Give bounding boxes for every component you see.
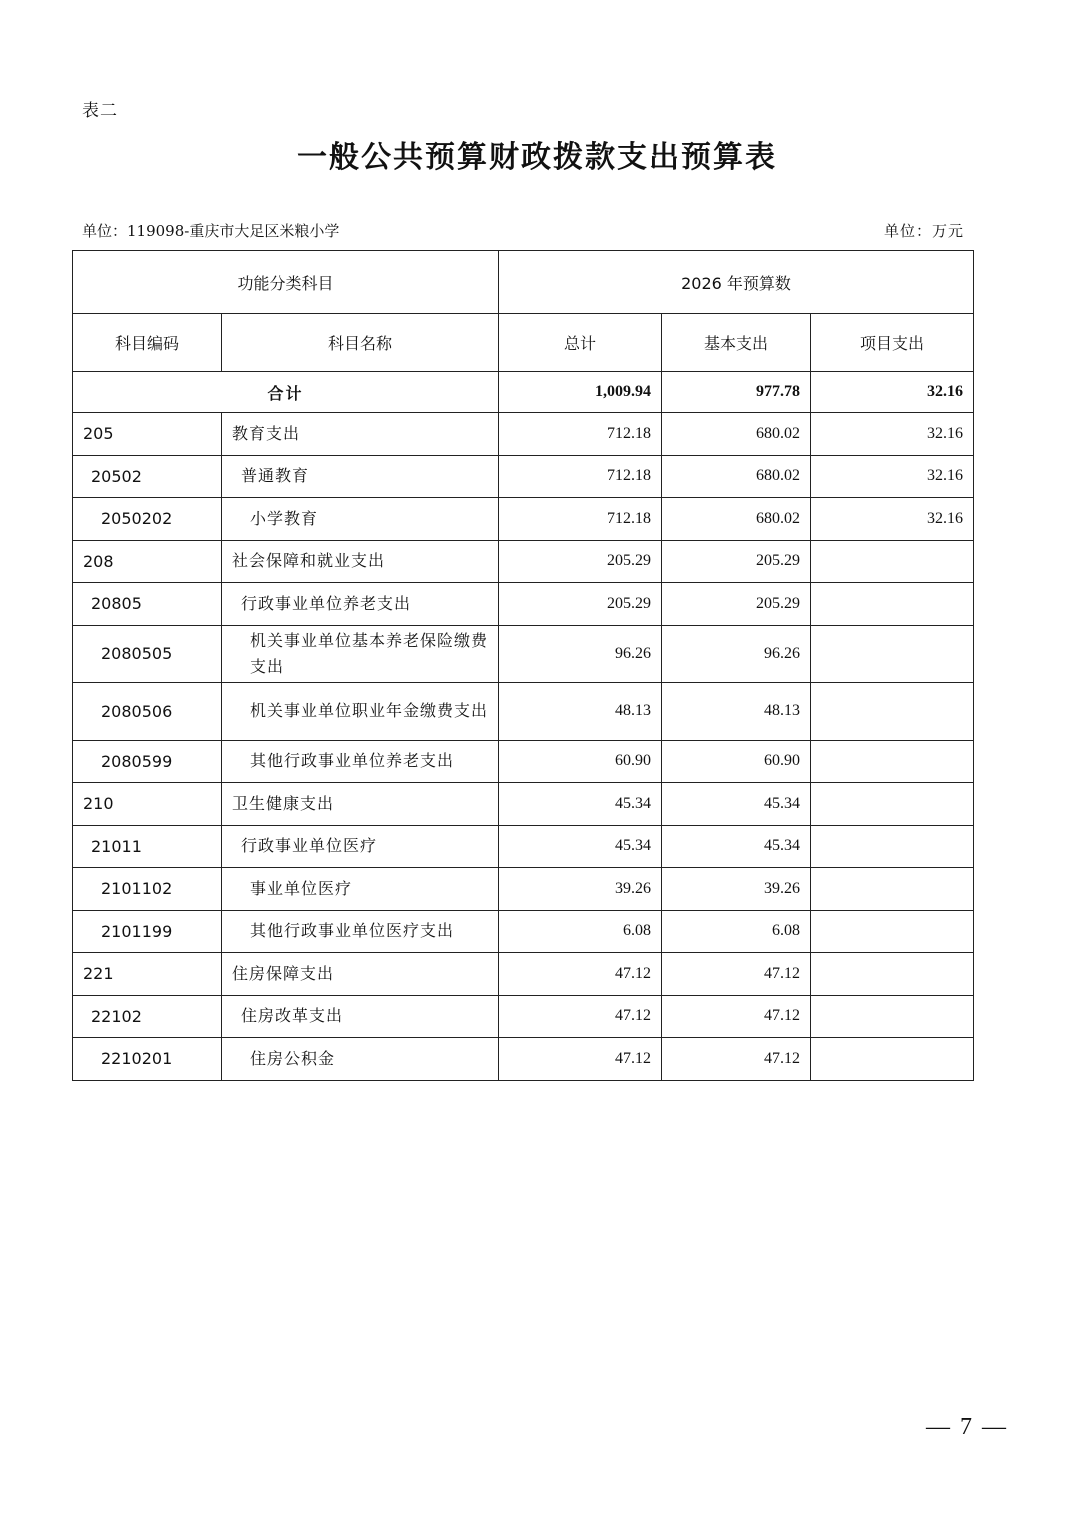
table-row	[73, 583, 974, 626]
cell-code: 21011	[73, 825, 222, 868]
cell-project	[811, 995, 974, 1038]
total-basic: 977.78	[662, 372, 811, 413]
cell-basic: 680.02	[662, 455, 811, 498]
cell-code: 221	[73, 953, 222, 996]
cell-code: 2101199	[73, 910, 222, 953]
table-row	[73, 868, 974, 911]
cell-code: 205	[73, 413, 222, 456]
cell-name: 机关事业单位基本养老保险缴费支出	[222, 625, 499, 683]
total-sum: 1,009.94	[499, 372, 662, 413]
page-title: 一般公共预算财政拨款支出预算表	[297, 140, 777, 175]
header-total: 总计	[499, 314, 662, 372]
cell-basic: 205.29	[662, 540, 811, 583]
cell-project: 32.16	[811, 498, 974, 541]
header-function-category: 功能分类科目	[73, 251, 499, 314]
table-row	[73, 783, 974, 826]
table-row	[73, 683, 974, 741]
cell-name: 机关事业单位职业年金缴费支出	[222, 683, 499, 741]
cell-basic: 47.12	[662, 995, 811, 1038]
cell-name: 其他行政事业单位医疗支出	[222, 910, 499, 953]
cell-basic: 680.02	[662, 413, 811, 456]
cell-code: 20502	[73, 455, 222, 498]
cell-code: 2101102	[73, 868, 222, 911]
cell-name: 普通教育	[222, 455, 499, 498]
cell-total: 60.90	[499, 740, 662, 783]
cell-total: 48.13	[499, 683, 662, 741]
cell-code: 210	[73, 783, 222, 826]
cell-name: 住房公积金	[222, 1038, 499, 1081]
table-row	[73, 625, 974, 683]
cell-name: 事业单位医疗	[222, 868, 499, 911]
cell-basic: 47.12	[662, 1038, 811, 1081]
cell-code: 2080505	[73, 625, 222, 683]
cell-total: 712.18	[499, 498, 662, 541]
budget-table	[72, 250, 974, 1081]
table-row	[73, 540, 974, 583]
cell-code: 20805	[73, 583, 222, 626]
cell-code: 22102	[73, 995, 222, 1038]
cell-name: 社会保障和就业支出	[222, 540, 499, 583]
cell-total: 39.26	[499, 868, 662, 911]
cell-basic: 680.02	[662, 498, 811, 541]
cell-project: 32.16	[811, 455, 974, 498]
cell-total: 6.08	[499, 910, 662, 953]
total-label: 合计	[73, 372, 499, 413]
table-row	[73, 740, 974, 783]
cell-basic: 48.13	[662, 683, 811, 741]
table-row	[73, 825, 974, 868]
cell-basic: 96.26	[662, 625, 811, 683]
cell-project	[811, 540, 974, 583]
cell-project: 32.16	[811, 413, 974, 456]
cell-project	[811, 740, 974, 783]
cell-code: 2050202	[73, 498, 222, 541]
cell-project	[811, 683, 974, 741]
cell-project	[811, 868, 974, 911]
cell-name: 行政事业单位养老支出	[222, 583, 499, 626]
cell-code: 208	[73, 540, 222, 583]
total-row	[73, 372, 974, 413]
cell-basic: 45.34	[662, 825, 811, 868]
cell-basic: 47.12	[662, 953, 811, 996]
cell-total: 47.12	[499, 953, 662, 996]
table-row	[73, 455, 974, 498]
header-budget-year: 2026 年预算数	[499, 251, 974, 314]
table-row	[73, 953, 974, 996]
cell-total: 47.12	[499, 1038, 662, 1081]
cell-project	[811, 783, 974, 826]
cell-basic: 6.08	[662, 910, 811, 953]
cell-total: 45.34	[499, 825, 662, 868]
cell-total: 47.12	[499, 995, 662, 1038]
cell-name: 其他行政事业单位养老支出	[222, 740, 499, 783]
cell-basic: 45.34	[662, 783, 811, 826]
cell-code: 2080506	[73, 683, 222, 741]
cell-basic: 60.90	[662, 740, 811, 783]
total-project: 32.16	[811, 372, 974, 413]
cell-total: 45.34	[499, 783, 662, 826]
cell-code: 2210201	[73, 1038, 222, 1081]
unit-currency: 单位：万元	[883, 222, 964, 240]
cell-project	[811, 825, 974, 868]
table-row	[73, 995, 974, 1038]
cell-project	[811, 910, 974, 953]
table-number: 表二	[82, 101, 118, 121]
unit-organization: 单位：119098-重庆市大足区米粮小学	[82, 222, 340, 240]
cell-name: 行政事业单位医疗	[222, 825, 499, 868]
header-project: 项目支出	[811, 314, 974, 372]
table-row	[73, 1038, 974, 1081]
table-row	[73, 498, 974, 541]
cell-project	[811, 625, 974, 683]
table-row	[73, 413, 974, 456]
header-code: 科目编码	[73, 314, 222, 372]
cell-project	[811, 583, 974, 626]
cell-name: 住房保障支出	[222, 953, 499, 996]
cell-name: 住房改革支出	[222, 995, 499, 1038]
cell-name: 小学教育	[222, 498, 499, 541]
header-basic: 基本支出	[662, 314, 811, 372]
cell-basic: 39.26	[662, 868, 811, 911]
page-number: — 7 —	[926, 1414, 1008, 1440]
cell-total: 712.18	[499, 455, 662, 498]
cell-name: 教育支出	[222, 413, 499, 456]
cell-total: 96.26	[499, 625, 662, 683]
cell-basic: 205.29	[662, 583, 811, 626]
cell-total: 205.29	[499, 540, 662, 583]
table-row	[73, 910, 974, 953]
cell-total: 205.29	[499, 583, 662, 626]
cell-total: 712.18	[499, 413, 662, 456]
cell-code: 2080599	[73, 740, 222, 783]
header-name: 科目名称	[222, 314, 499, 372]
cell-project	[811, 953, 974, 996]
cell-project	[811, 1038, 974, 1081]
cell-name: 卫生健康支出	[222, 783, 499, 826]
